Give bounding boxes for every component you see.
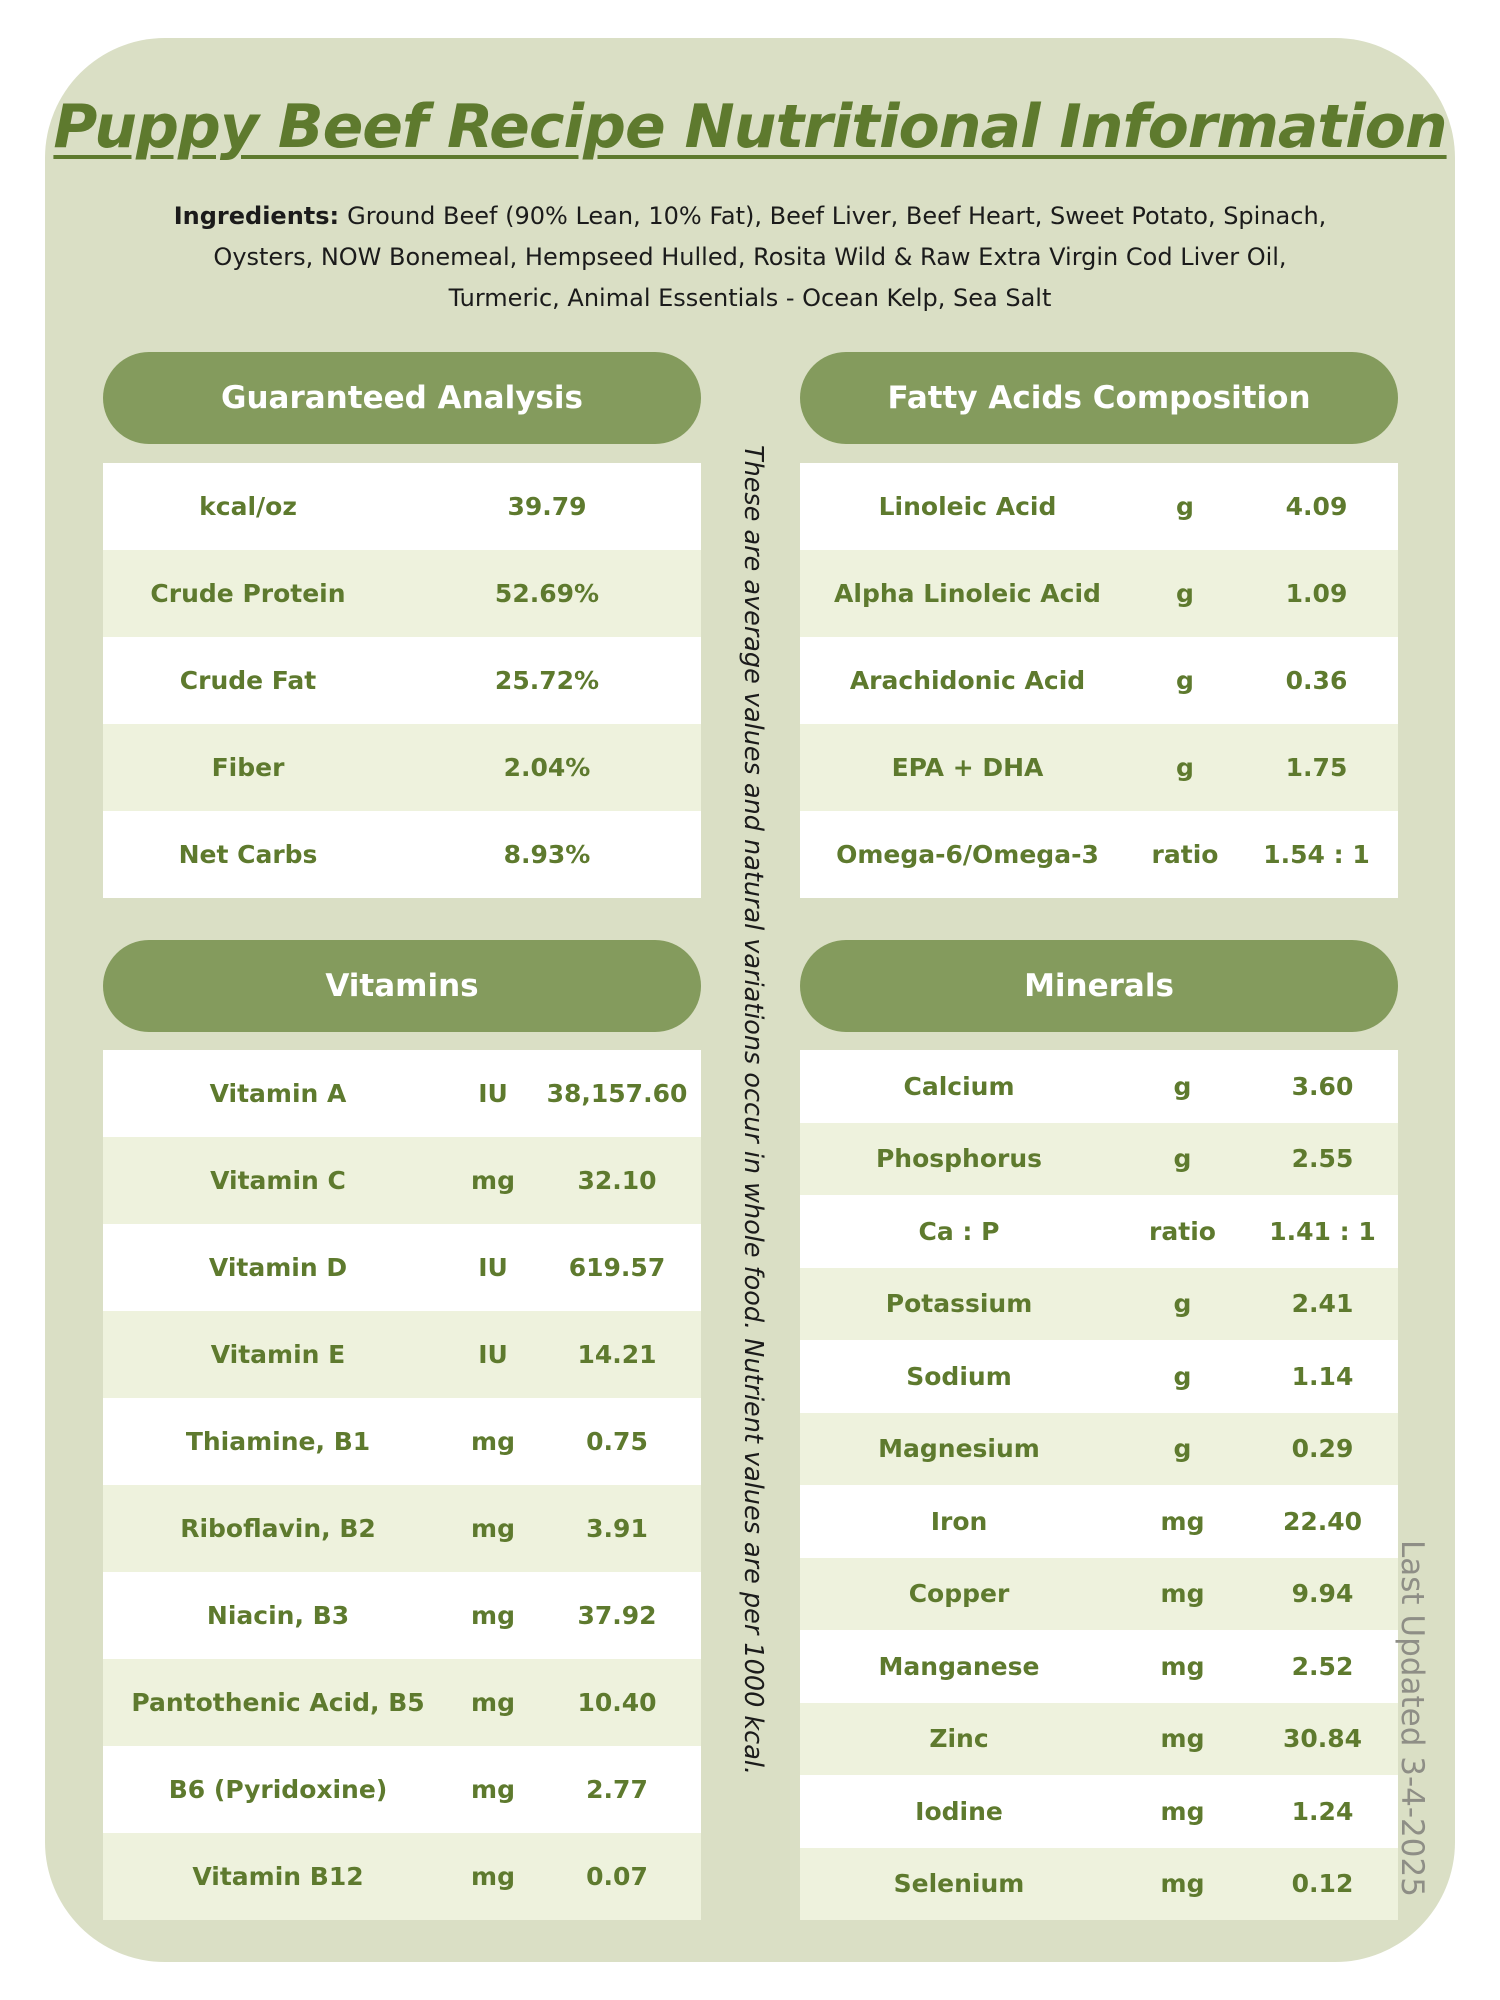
- table-row: [800, 1558, 1398, 1631]
- nutrient-unit: mg: [471, 1601, 515, 1630]
- table-row: [103, 637, 701, 724]
- table-row: [103, 811, 701, 898]
- table-row: [103, 1224, 701, 1311]
- table-row: [800, 637, 1398, 724]
- nutrient-value: 8.93%: [503, 840, 591, 869]
- table-row: [800, 1775, 1398, 1848]
- table-row: [800, 1268, 1398, 1341]
- table-row: [103, 550, 701, 637]
- ingredients-text: [150, 196, 1350, 319]
- nutrient-unit: mg: [1160, 1724, 1205, 1754]
- nutrient-value: 0.75: [586, 1427, 648, 1456]
- nutrient-value: 1.41 : 1: [1269, 1216, 1376, 1246]
- nutrient-name: Iodine: [915, 1796, 1003, 1826]
- nutrient-name: Pantothenic Acid, B5: [131, 1688, 425, 1717]
- nutrient-value: 9.94: [1291, 1579, 1354, 1609]
- nutrient-name: B6 (Pyridoxine): [168, 1775, 388, 1804]
- nutrient-unit: g: [1173, 1144, 1192, 1174]
- table-row: [800, 1195, 1398, 1268]
- table-row: [800, 724, 1398, 811]
- nutrient-unit: IU: [478, 1253, 508, 1282]
- nutrient-unit: g: [1173, 1434, 1192, 1464]
- nutrient-unit: g: [1173, 1071, 1192, 1101]
- minerals-heading: Minerals: [800, 940, 1398, 1032]
- table-row: [103, 1050, 701, 1137]
- nutrient-value: 3.60: [1291, 1071, 1354, 1101]
- nutrient-name: Crude Protein: [150, 579, 346, 608]
- nutrient-unit: mg: [471, 1862, 515, 1891]
- nutrient-value: 30.84: [1282, 1724, 1363, 1754]
- ingredients-line-2: Oysters, NOW Bonemeal, Hempseed Hulled, Rosita Wild & Raw Extra Virgin Cod Liver Oil,: [213, 243, 1287, 271]
- vitamins-table: [103, 1050, 701, 1920]
- table-row: [103, 1572, 701, 1659]
- table-row: [103, 1398, 701, 1485]
- nutrient-name: Vitamin D: [208, 1253, 348, 1282]
- nutrient-name: Manganese: [878, 1651, 1040, 1681]
- nutrient-unit: mg: [1160, 1506, 1205, 1536]
- nutrient-name: Zinc: [929, 1724, 989, 1754]
- table-row: [800, 1630, 1398, 1703]
- nutrient-value: 22.40: [1282, 1506, 1363, 1536]
- nutrient-unit: ratio: [1151, 840, 1219, 869]
- nutrient-name: Vitamin B12: [192, 1862, 364, 1891]
- nutrient-name: Iron: [930, 1506, 988, 1536]
- ingredients-line-1: [150, 196, 1350, 237]
- nutrient-name: Arachidonic Acid: [849, 666, 1086, 695]
- nutrient-name: Calcium: [903, 1071, 1015, 1101]
- nutrient-name: Selenium: [893, 1869, 1025, 1899]
- nutrient-value: 2.55: [1291, 1144, 1354, 1174]
- nutrient-name: kcal/oz: [199, 492, 297, 521]
- table-row: [800, 811, 1398, 898]
- nutrient-value: 0.07: [586, 1862, 648, 1891]
- table-row: [800, 1340, 1398, 1413]
- nutrient-value: 3.91: [586, 1514, 648, 1543]
- nutrient-unit: mg: [471, 1514, 515, 1543]
- nutrient-value: 2.04%: [503, 753, 591, 782]
- nutrient-name: Copper: [908, 1579, 1010, 1609]
- nutrient-value: 1.54 : 1: [1263, 840, 1370, 869]
- nutrient-value: 25.72%: [494, 666, 600, 695]
- nutrient-value: 14.21: [577, 1340, 657, 1369]
- table-row: [103, 1833, 701, 1920]
- nutrient-unit: mg: [1160, 1796, 1205, 1826]
- nutrient-value: 39.79: [507, 492, 587, 521]
- page-title: Puppy Beef Recipe Nutritional Information: [53, 92, 1447, 162]
- table-row: [800, 1703, 1398, 1776]
- fatty-acids-heading: Fatty Acids Composition: [800, 352, 1398, 444]
- nutrient-name: Niacin, B3: [206, 1601, 350, 1630]
- nutrient-unit: g: [1176, 579, 1194, 608]
- nutrient-unit: mg: [1160, 1579, 1205, 1609]
- nutrient-value: 1.75: [1285, 753, 1348, 782]
- nutrient-value: 10.40: [577, 1688, 657, 1717]
- table-row: [103, 1311, 701, 1398]
- nutrient-unit: mg: [471, 1166, 515, 1195]
- nutrient-name: Linoleic Acid: [878, 492, 1057, 521]
- table-row: [800, 1848, 1398, 1921]
- note-text: These are average values and natural variations occur in whole food. Nutrient values are per 1000 kcal.: [738, 445, 768, 1776]
- table-row: [800, 463, 1398, 550]
- table-row: [800, 550, 1398, 637]
- nutrient-value: 37.92: [577, 1601, 657, 1630]
- nutrient-value: 38,157.60: [546, 1079, 688, 1108]
- nutrient-value: 0.12: [1291, 1869, 1354, 1899]
- nutrient-name: Vitamin C: [210, 1166, 346, 1195]
- nutrient-name: Magnesium: [878, 1434, 1040, 1464]
- nutrient-name: Net Carbs: [178, 840, 318, 869]
- nutrient-unit: IU: [478, 1079, 508, 1108]
- nutrient-name: Omega-6/Omega-3: [836, 840, 1099, 869]
- ingredients-label: Ingredients:: [173, 202, 340, 230]
- nutrient-name: Alpha Linoleic Acid: [834, 579, 1101, 608]
- nutrient-value: 32.10: [577, 1166, 657, 1195]
- vitamins-heading: Vitamins: [103, 940, 701, 1032]
- nutrient-unit: g: [1176, 492, 1194, 521]
- table-row: [800, 1123, 1398, 1196]
- nutrient-name: Sodium: [906, 1361, 1012, 1391]
- nutrient-name: Thiamine, B1: [185, 1427, 371, 1456]
- table-row: [103, 1137, 701, 1224]
- table-row: [103, 1746, 701, 1833]
- nutrient-name: Riboflavin, B2: [180, 1514, 376, 1543]
- nutrient-value: 1.24: [1291, 1796, 1354, 1826]
- nutrient-value: 52.69%: [494, 579, 600, 608]
- nutrient-unit: mg: [471, 1775, 515, 1804]
- nutrient-unit: mg: [1160, 1869, 1205, 1899]
- nutrient-value: 2.41: [1291, 1289, 1354, 1319]
- guaranteed-analysis-heading: Guaranteed Analysis: [103, 352, 701, 444]
- nutrient-value: 2.52: [1291, 1651, 1354, 1681]
- nutrient-name: Phosphorus: [875, 1144, 1043, 1174]
- nutrient-name: Ca : P: [918, 1216, 1000, 1246]
- nutrient-value: 619.57: [568, 1253, 666, 1282]
- table-row: [800, 1413, 1398, 1486]
- nutrient-name: Vitamin A: [209, 1079, 347, 1108]
- table-row: [800, 1050, 1398, 1123]
- minerals-table: [800, 1050, 1398, 1920]
- nutrient-name: Crude Fat: [179, 666, 317, 695]
- nutrient-unit: mg: [1160, 1651, 1205, 1681]
- table-row: [103, 724, 701, 811]
- table-row: [800, 1485, 1398, 1558]
- ingredients-line-3: Turmeric, Animal Essentials - Ocean Kelp, Sea Salt: [448, 284, 1052, 312]
- nutrient-name: Potassium: [885, 1289, 1033, 1319]
- ingredients-line-1-text: Ground Beef (90% Lean, 10% Fat), Beef Liver, Beef Heart, Sweet Potato, Spinach,: [347, 202, 1327, 230]
- nutrient-name: Vitamin E: [210, 1340, 346, 1369]
- nutrient-unit: g: [1173, 1289, 1192, 1319]
- last-updated-text: Last Updated 3-4-2025: [1394, 1540, 1430, 1897]
- nutrient-unit: mg: [471, 1427, 515, 1456]
- nutrient-value: 0.29: [1291, 1434, 1354, 1464]
- nutrient-value: 0.36: [1285, 666, 1348, 695]
- table-row: [103, 1485, 701, 1572]
- nutrient-value: 1.14: [1291, 1361, 1354, 1391]
- nutrient-value: 4.09: [1285, 492, 1348, 521]
- table-row: [103, 463, 701, 550]
- nutrient-unit: ratio: [1149, 1216, 1216, 1246]
- nutrient-value: 2.77: [586, 1775, 648, 1804]
- guaranteed-analysis-table: [103, 463, 701, 898]
- nutrient-unit: g: [1173, 1361, 1192, 1391]
- table-row: [103, 1659, 701, 1746]
- nutrient-unit: g: [1176, 753, 1194, 782]
- nutrient-unit: mg: [471, 1688, 515, 1717]
- nutrient-unit: IU: [478, 1340, 508, 1369]
- nutrient-unit: g: [1176, 666, 1194, 695]
- nutrient-value: 1.09: [1285, 579, 1348, 608]
- nutrient-name: EPA + DHA: [891, 753, 1044, 782]
- nutrient-name: Fiber: [211, 753, 285, 782]
- fatty-acids-table: [800, 463, 1398, 898]
